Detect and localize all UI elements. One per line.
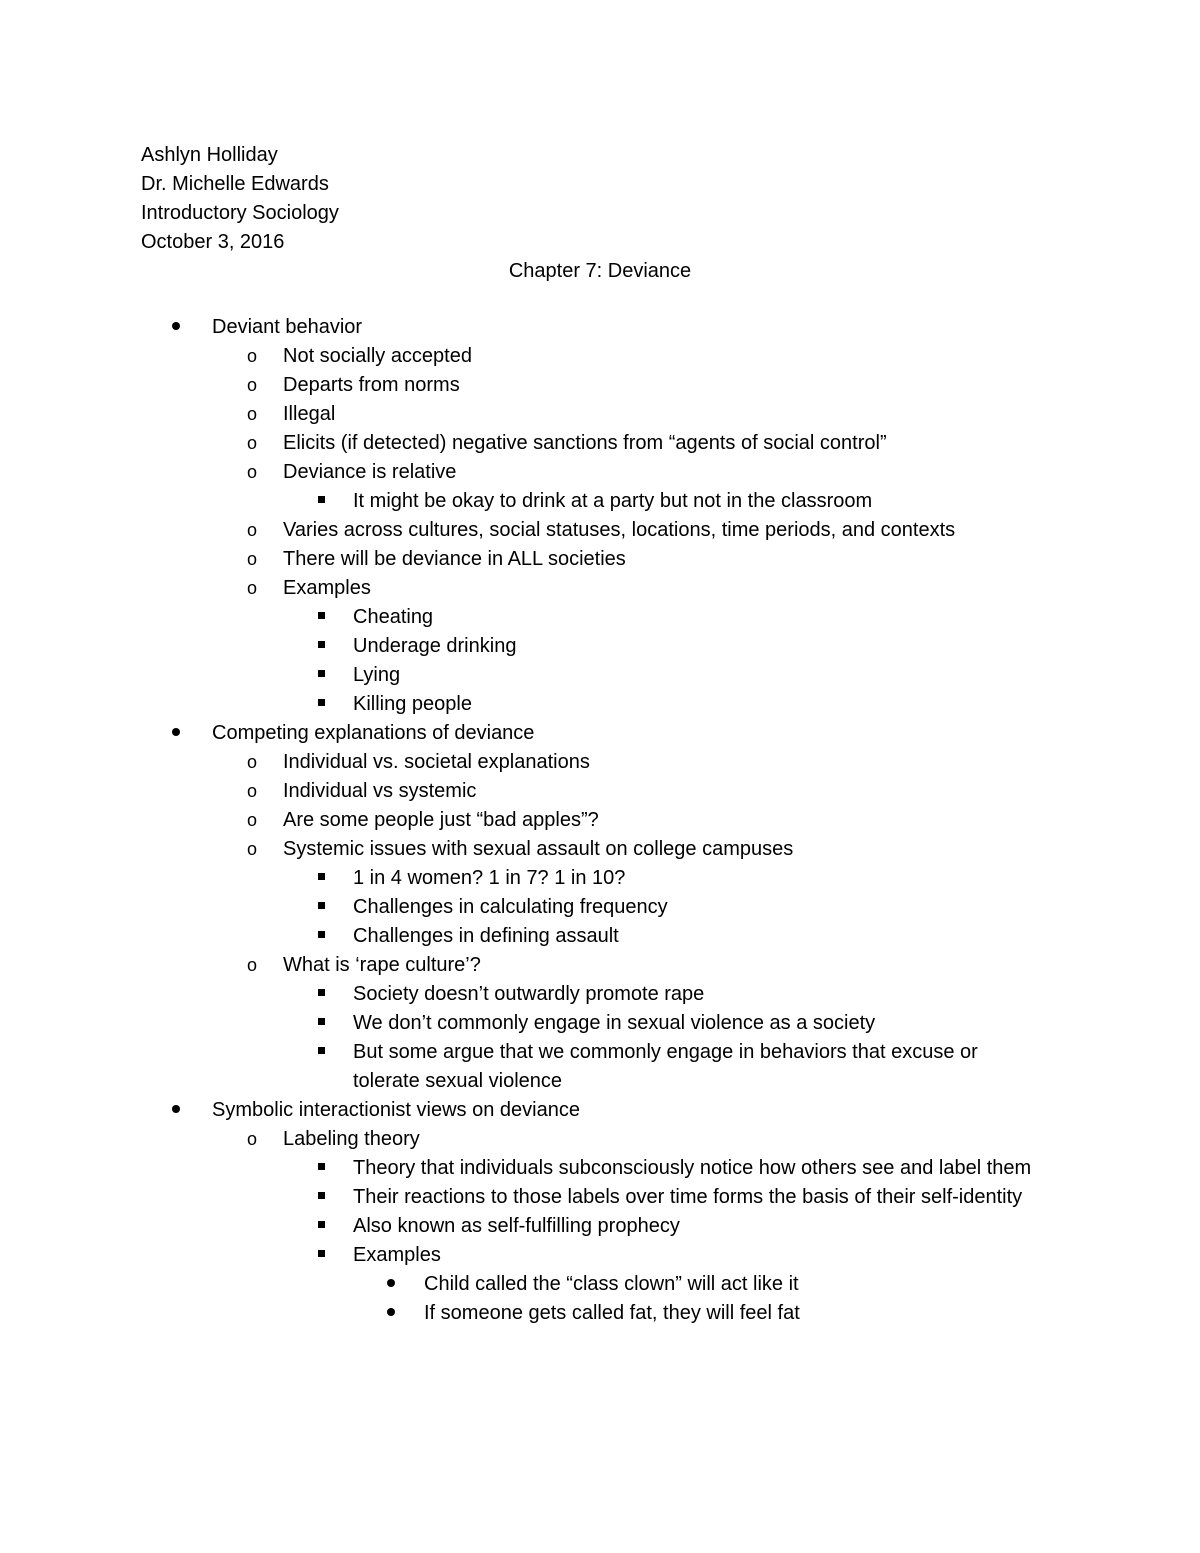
hollow-circle-bullet-icon: o (247, 375, 258, 395)
outline-item-label: Labeling theory (283, 1128, 420, 1150)
outline-item (0, 371, 1043, 400)
outline-item-label: Individual vs. societal explanations (283, 751, 590, 773)
hollow-circle-bullet-icon: o (247, 752, 258, 772)
outline-item (0, 574, 1043, 603)
outline-item (0, 1038, 1043, 1096)
outline-item (0, 1183, 1043, 1212)
filled-circle-bullet-icon (172, 313, 180, 342)
instructor-name: Dr. Michelle Edwards (141, 173, 329, 195)
hollow-circle-bullet-icon: o (247, 404, 258, 424)
outline-item (0, 748, 1043, 777)
outline-item (0, 835, 1043, 864)
outline-item-label: Illegal (283, 403, 336, 425)
outline-item-competing-explanations (0, 719, 1052, 748)
outline-item (0, 864, 1043, 893)
outline-item-label: Challenges in calculating frequency (353, 896, 668, 918)
hollow-circle-bullet-icon: o (247, 578, 258, 598)
square-bullet-icon (318, 1038, 325, 1067)
hollow-circle-bullet-icon: o (247, 549, 258, 569)
filled-circle-bullet-icon (172, 719, 180, 748)
outline-item-label: Also known as self-fulfilling prophecy (353, 1215, 680, 1237)
outline-item (0, 1270, 1044, 1299)
outline-item-label: Examples (353, 1244, 441, 1266)
outline-item (0, 806, 1043, 835)
outline-item (0, 1125, 1043, 1154)
outline-item-label: We don’t commonly engage in sexual violence as a society (353, 1012, 876, 1034)
outline-item-label: Competing explanations of deviance (212, 722, 535, 744)
square-bullet-icon (318, 922, 325, 951)
outline-item-label: Deviant behavior (212, 316, 363, 338)
square-bullet-icon (318, 1241, 325, 1270)
outline-item-label: It might be okay to drink at a party but not in the classroom (353, 490, 873, 512)
hollow-circle-bullet-icon: o (247, 346, 258, 366)
outline-item-symbolic-interactionist (0, 1096, 1052, 1125)
outline-item-label: Deviance is relative (283, 461, 457, 483)
outline-item (0, 980, 1043, 1009)
hollow-circle-bullet-icon: o (247, 839, 258, 859)
outline-item-label: Challenges in defining assault (353, 925, 619, 947)
outline-item (0, 893, 1043, 922)
hollow-circle-bullet-icon: o (247, 1129, 258, 1149)
outline-item (0, 690, 1043, 719)
outline-item-label: Elicits (if detected) negative sanctions from “agents of social control” (283, 432, 887, 454)
outline-item (0, 487, 1043, 516)
hollow-circle-bullet-icon: o (247, 955, 258, 975)
outline-item (0, 777, 1043, 806)
outline-item (0, 1241, 1043, 1270)
outline-item-label: Departs from norms (283, 374, 460, 396)
outline-item-label: Symbolic interactionist views on deviance (212, 1099, 580, 1121)
document-date: October 3, 2016 (141, 231, 285, 253)
square-bullet-icon (318, 1009, 325, 1038)
filled-circle-bullet-icon (387, 1299, 395, 1328)
outline-item-label: But some argue that we commonly engage in behaviors that excuse or tolerate sexual violence (353, 1041, 978, 1092)
outline-item (0, 1212, 1043, 1241)
hollow-circle-bullet-icon: o (247, 462, 258, 482)
hollow-circle-bullet-icon: o (247, 433, 258, 453)
outline-item (0, 545, 1043, 574)
outline-item-deviant-behavior (0, 313, 1052, 342)
student-name: Ashlyn Holliday (141, 144, 278, 166)
outline-item-label: If someone gets called fat, they will feel fat (424, 1302, 800, 1324)
square-bullet-icon (318, 487, 325, 516)
course-name: Introductory Sociology (141, 202, 339, 224)
outline-item-label: Cheating (353, 606, 434, 628)
notes-outline (0, 313, 1200, 1328)
page-title: Chapter 7: Deviance (508, 260, 692, 282)
outline-item (0, 951, 1043, 980)
outline-item-label: Their reactions to those labels over time forms the basis of their self-identity (353, 1186, 1023, 1208)
square-bullet-icon (318, 980, 325, 1009)
outline-item-label: Examples (283, 577, 371, 599)
square-bullet-icon (318, 690, 325, 719)
hollow-circle-bullet-icon: o (247, 781, 258, 801)
outline-item (0, 922, 1043, 951)
outline-item-label: Lying (353, 664, 401, 686)
outline-item (0, 516, 1043, 545)
outline-item (0, 1299, 1044, 1328)
outline-item (0, 661, 1043, 690)
outline-item (0, 400, 1043, 429)
outline-item-label: Are some people just “bad apples”? (283, 809, 599, 831)
outline-item-label: What is ‘rape culture’? (283, 954, 481, 976)
hollow-circle-bullet-icon: o (247, 810, 258, 830)
square-bullet-icon (318, 864, 325, 893)
square-bullet-icon (318, 1154, 325, 1183)
outline-item (0, 1009, 1043, 1038)
outline-item (0, 458, 1043, 487)
outline-item-label: Theory that individuals subconsciously notice how others see and label them (353, 1157, 1032, 1179)
outline-item-label: 1 in 4 women? 1 in 7? 1 in 10? (353, 867, 626, 889)
outline-item (0, 603, 1043, 632)
outline-item-label: Individual vs systemic (283, 780, 477, 802)
square-bullet-icon (318, 1212, 325, 1241)
outline-item-label: Killing people (353, 693, 472, 715)
square-bullet-icon (318, 893, 325, 922)
outline-item-label: Underage drinking (353, 635, 517, 657)
outline-item (0, 342, 1043, 371)
outline-item-label: Child called the “class clown” will act like it (424, 1273, 799, 1295)
outline-item-label: Varies across cultures, social statuses, locations, time periods, and contexts (283, 519, 956, 541)
square-bullet-icon (318, 661, 325, 690)
outline-item-label: Systemic issues with sexual assault on college campuses (283, 838, 794, 860)
outline-item (0, 429, 1043, 458)
square-bullet-icon (318, 632, 325, 661)
filled-circle-bullet-icon (387, 1270, 395, 1299)
document-header (141, 141, 1041, 257)
outline-item-label: Not socially accepted (283, 345, 472, 367)
outline-item (0, 1154, 1043, 1183)
square-bullet-icon (318, 603, 325, 632)
filled-circle-bullet-icon (172, 1096, 180, 1125)
square-bullet-icon (318, 1183, 325, 1212)
outline-item-label: Society doesn’t outwardly promote rape (353, 983, 705, 1005)
hollow-circle-bullet-icon: o (247, 520, 258, 540)
outline-item-label: There will be deviance in ALL societies (283, 548, 626, 570)
outline-item (0, 632, 1043, 661)
